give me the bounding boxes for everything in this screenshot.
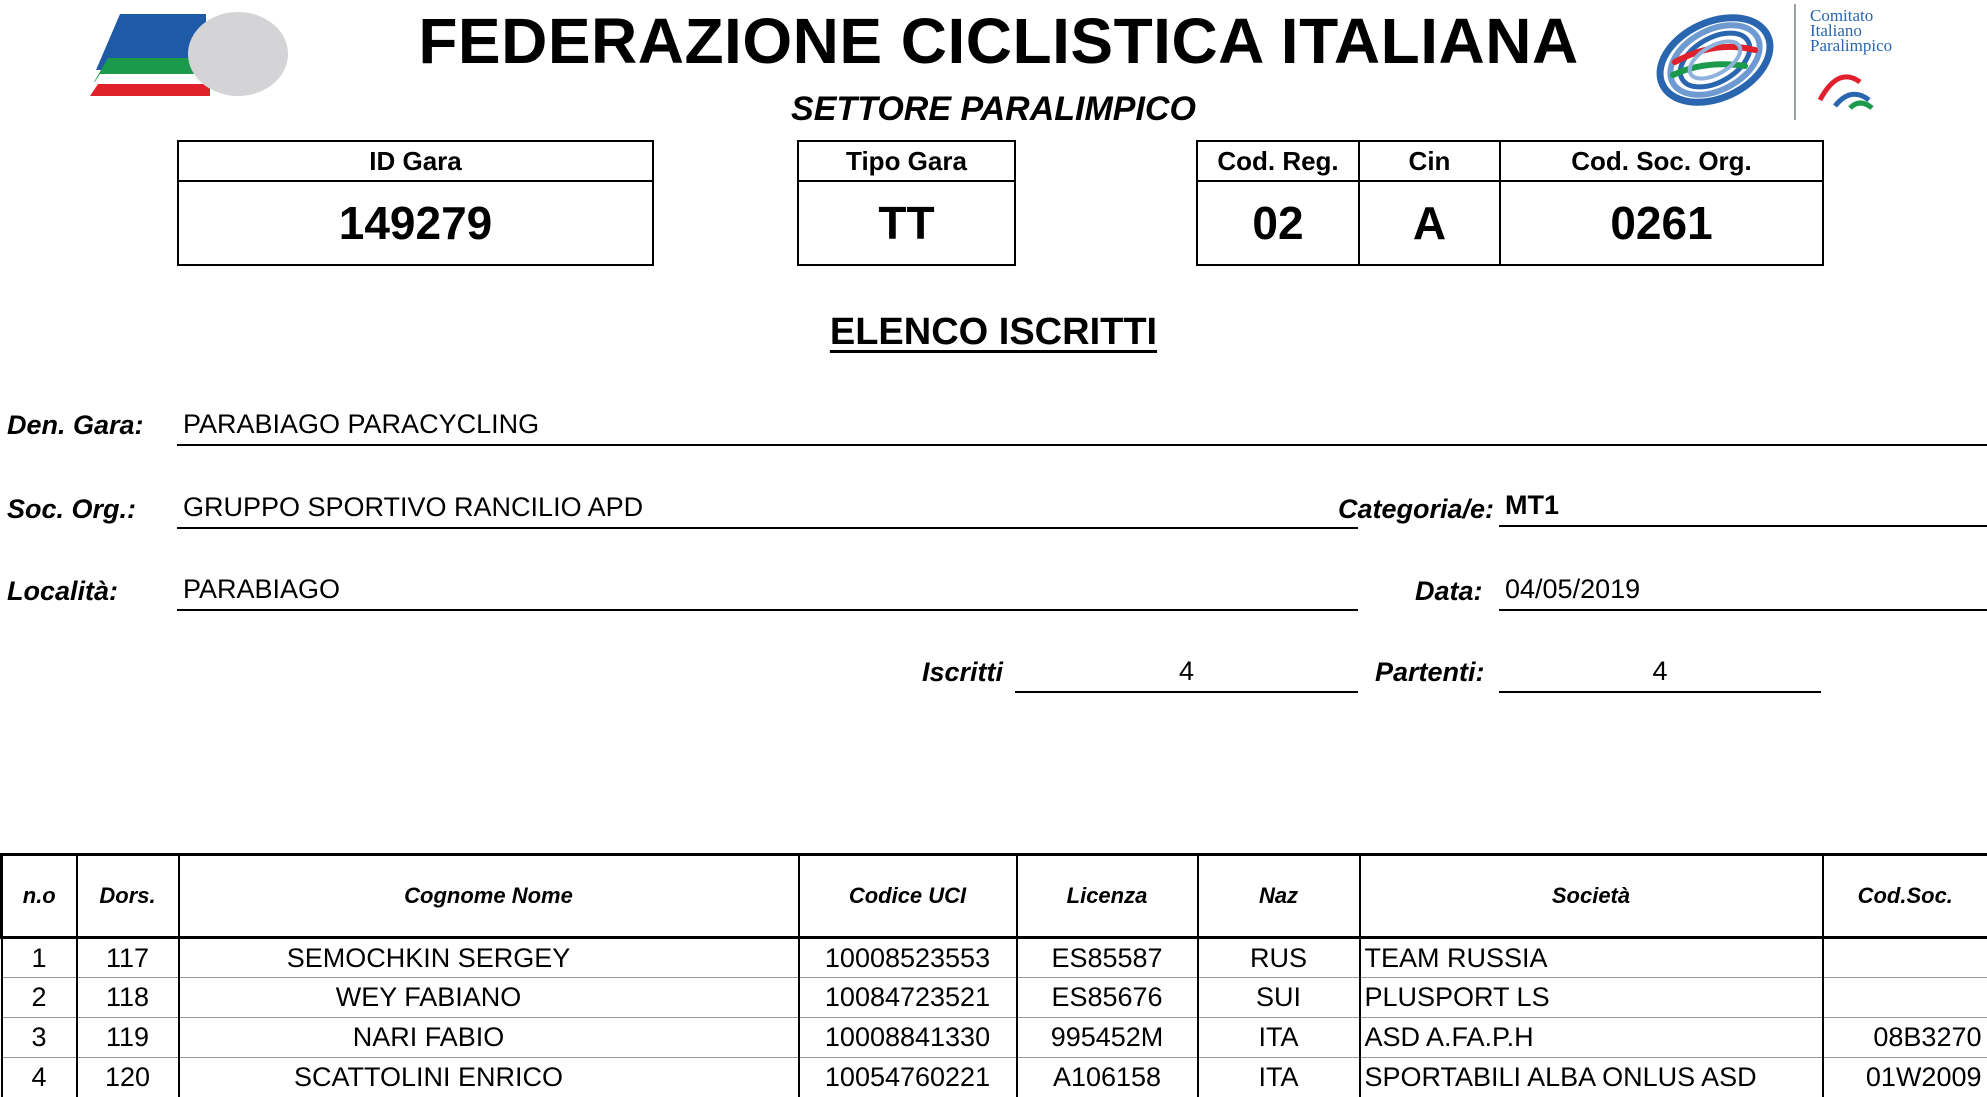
cell-cognome-nome: NARI FABIO [179,1018,799,1058]
cell-codice-uci: 10054760221 [799,1058,1017,1097]
id-gara-value: 149279 [178,181,653,265]
page-title: FEDERAZIONE CICLISTICA ITALIANA [418,5,1579,77]
col-header-cognome-nome: Cognome Nome [179,855,799,938]
table-row [2,1058,1987,1097]
col-header-cod-soc: Cod.Soc. [1823,855,1987,938]
cell-dorsale: 117 [77,938,179,978]
cell-licenza: A106158 [1017,1058,1198,1097]
col-header-naz: Naz [1198,855,1360,938]
cell-numero: 4 [2,1058,77,1097]
section-title [0,311,1987,354]
table-row [2,978,1987,1018]
cip-logo-line: Paralimpico [1810,36,1893,55]
cell-codice-uci: 10084723521 [799,978,1017,1018]
cin-label: Cin [1359,141,1500,181]
cell-naz: SUI [1198,978,1360,1018]
iscritti-label: Iscritti [922,657,1004,687]
cod-soc-org-label: Cod. Soc. Org. [1500,141,1823,181]
page-subtitle: SETTORE PARALIMPICO [791,90,1196,128]
data-label: Data: [1415,576,1483,606]
table-header-row [2,855,1987,938]
cod-reg-value: 02 [1197,181,1359,265]
id-gara-box [177,140,654,266]
soc-org-field: GRUPPO SPORTIVO RANCILIO APD [177,491,1358,529]
cod-reg-label: Cod. Reg. [1197,141,1359,181]
cell-societa: ASD A.FA.P.H [1360,1018,1823,1058]
col-header-licenza: Licenza [1017,855,1198,938]
cip-logo-line: Comitato [1810,6,1874,25]
col-header-dorsale: Dors. [77,855,179,938]
cell-dorsale: 120 [77,1058,179,1097]
cell-licenza: 995452M [1017,1018,1198,1058]
cell-societa: TEAM RUSSIA [1360,938,1823,978]
cell-cod-soc: 01W2009 [1823,1058,1987,1097]
cell-cod-soc [1823,938,1987,978]
section-title-text: ELENCO ISCRITTI [829,311,1158,353]
cell-societa: SPORTABILI ALBA ONLUS ASD [1360,1058,1823,1097]
categoria-field: MT1 [1499,489,1987,527]
cell-cod-soc [1823,978,1987,1018]
cell-dorsale: 119 [77,1018,179,1058]
categoria-label: Categoria/e: [1338,494,1495,524]
tipo-gara-box [797,140,1016,266]
cell-codice-uci: 10008841330 [799,1018,1017,1058]
codici-box [1196,140,1824,266]
tipo-gara-value: TT [798,181,1015,265]
cell-cognome-nome: SEMOCHKIN SERGEY [179,938,799,978]
col-header-societa: Società [1360,855,1823,938]
partenti-label: Partenti: [1375,657,1485,687]
cell-numero: 3 [2,1018,77,1058]
den-gara-label: Den. Gara: [7,410,144,440]
data-field: 04/05/2019 [1499,573,1987,611]
cell-licenza: ES85676 [1017,978,1198,1018]
entries-table [0,853,1987,1097]
cell-numero: 2 [2,978,77,1018]
cell-cod-soc: 08B3270 [1823,1018,1987,1058]
localita-label: Località: [7,576,119,606]
id-gara-label: ID Gara [178,141,653,181]
cell-numero: 1 [2,938,77,978]
cell-cognome-nome: SCATTOLINI ENRICO [179,1058,799,1097]
den-gara-field: PARABIAGO PARACYCLING [177,408,1987,446]
cell-naz: RUS [1198,938,1360,978]
table-row [2,938,1987,978]
cell-dorsale: 118 [77,978,179,1018]
cell-naz: ITA [1198,1018,1360,1058]
cell-cognome-nome: WEY FABIANO [179,978,799,1018]
tipo-gara-label: Tipo Gara [798,141,1015,181]
cell-naz: ITA [1198,1058,1360,1097]
cell-codice-uci: 10008523553 [799,938,1017,978]
cin-value: A [1359,181,1500,265]
localita-field: PARABIAGO [177,573,1358,611]
cip-swirl-icon [1645,0,1945,125]
partenti-field: 4 [1499,655,1821,693]
col-header-numero: n.o [2,855,77,938]
soc-org-label: Soc. Org.: [7,494,137,524]
cip-logo [1645,0,1945,125]
cip-logo-line: Italiano [1810,21,1862,40]
cod-soc-org-value: 0261 [1500,181,1823,265]
cell-societa: PLUSPORT LS [1360,978,1823,1018]
table-row [2,1018,1987,1058]
cell-licenza: ES85587 [1017,938,1198,978]
iscritti-field: 4 [1015,655,1358,693]
col-header-codice-uci: Codice UCI [799,855,1017,938]
